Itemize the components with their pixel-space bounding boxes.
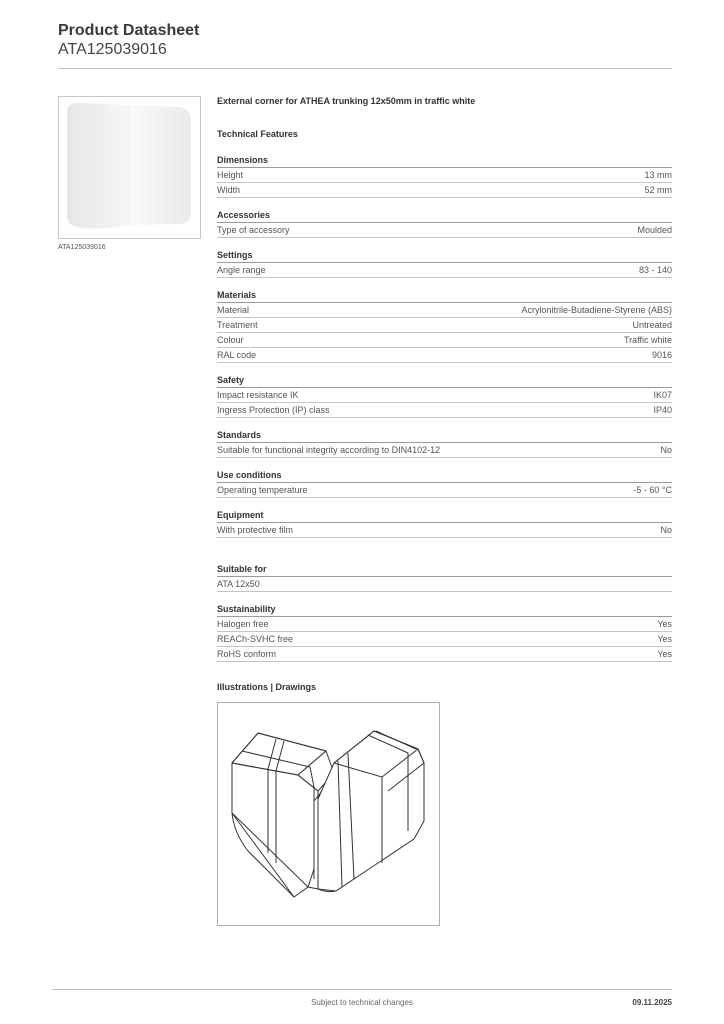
- spec-value: IP40: [653, 405, 672, 415]
- spec-label: REACh-SVHC free: [217, 634, 294, 644]
- illustrations-heading: Illustrations | Drawings: [217, 682, 317, 692]
- footer-date: 09.11.2025: [632, 998, 672, 1007]
- spec-label: RAL code: [217, 350, 257, 360]
- section-dimensions: [217, 155, 672, 198]
- footer-divider: [52, 989, 672, 990]
- spec-value: Acrylonitrile-Butadiene-Styrene (ABS): [521, 305, 672, 315]
- spec-value: 83 - 140: [638, 265, 672, 275]
- spec-row: [217, 443, 672, 458]
- spec-value: 52 mm: [644, 185, 672, 195]
- spec-label: Operating temperature: [217, 485, 308, 495]
- spec-row: [217, 168, 672, 183]
- section-safety: [217, 375, 672, 418]
- spec-row: [217, 632, 672, 647]
- spec-row: [217, 403, 672, 418]
- section-title: Settings: [217, 250, 672, 263]
- header-divider: [58, 68, 672, 69]
- spec-row: [217, 388, 672, 403]
- spec-label: Width: [217, 185, 241, 195]
- spec-label: Impact resistance IK: [217, 390, 299, 400]
- technical-drawing: [217, 702, 440, 926]
- spec-label: Height: [217, 170, 244, 180]
- spec-value: -5 - 60 °C: [633, 485, 672, 495]
- corner-drawing-icon: [218, 703, 439, 925]
- product-code: ATA125039016: [58, 41, 167, 58]
- spec-label: RoHS conform: [217, 649, 277, 659]
- product-description: External corner for ATHEA trunking 12x50mm in traffic white: [217, 96, 476, 106]
- section-sustainability: [217, 604, 672, 662]
- section-use-conditions: [217, 470, 672, 498]
- spec-content: [217, 96, 672, 926]
- spec-label: Type of accessory: [217, 225, 290, 235]
- thumbnail-caption: ATA125039016: [58, 244, 106, 251]
- spec-value: Untreated: [632, 320, 672, 330]
- spec-value: Yes: [657, 649, 672, 659]
- spec-value: No: [660, 525, 672, 535]
- section-standards: [217, 430, 672, 458]
- spec-value: Yes: [657, 619, 672, 629]
- section-suitable-for: [217, 564, 672, 592]
- section-title: Sustainability: [217, 604, 672, 617]
- section-accessories: [217, 210, 672, 238]
- technical-features-heading: Technical Features: [217, 129, 298, 139]
- spec-row: [217, 183, 672, 198]
- spec-label: Material: [217, 305, 250, 315]
- page-header: [58, 22, 199, 59]
- product-thumbnail: [58, 96, 201, 239]
- section-title: Suitable for: [217, 564, 672, 577]
- spec-label: Suitable for functional integrity according to DIN4102-12: [217, 445, 441, 455]
- section-title: Safety: [217, 375, 672, 388]
- spec-label: Colour: [217, 335, 244, 345]
- section-title: Standards: [217, 430, 672, 443]
- spec-row: [217, 647, 672, 662]
- section-title: Equipment: [217, 510, 672, 523]
- spec-label: Treatment: [217, 320, 258, 330]
- spec-value: Traffic white: [623, 335, 672, 345]
- spec-row: [217, 617, 672, 632]
- footer-note: Subject to technical changes: [311, 998, 413, 1007]
- spec-row: [217, 483, 672, 498]
- section-title: Materials: [217, 290, 672, 303]
- section-title: Accessories: [217, 210, 672, 223]
- spec-row: [217, 523, 672, 538]
- spec-value: 9016: [651, 350, 672, 360]
- spec-row: [217, 263, 672, 278]
- product-photo-icon: [59, 97, 200, 238]
- spec-value: Yes: [657, 634, 672, 644]
- spec-row: [217, 348, 672, 363]
- spec-label: Angle range: [217, 265, 266, 275]
- spec-row: [217, 577, 672, 592]
- section-equipment: [217, 510, 672, 538]
- section-settings: [217, 250, 672, 278]
- spec-value: IK07: [653, 390, 672, 400]
- spec-label: Ingress Protection (IP) class: [217, 405, 330, 415]
- spec-label: ATA 12x50: [217, 579, 260, 589]
- spec-value: 13 mm: [644, 170, 672, 180]
- spec-row: [217, 318, 672, 333]
- spec-label: With protective film: [217, 525, 294, 535]
- spec-row: [217, 333, 672, 348]
- spec-value: Moulded: [637, 225, 672, 235]
- section-title: Dimensions: [217, 155, 672, 168]
- spec-row: [217, 303, 672, 318]
- spec-label: Halogen free: [217, 619, 269, 629]
- page-title: Product Datasheet: [58, 22, 200, 39]
- section-materials: [217, 290, 672, 363]
- spec-value: No: [660, 445, 672, 455]
- section-title: Use conditions: [217, 470, 672, 483]
- spec-row: [217, 223, 672, 238]
